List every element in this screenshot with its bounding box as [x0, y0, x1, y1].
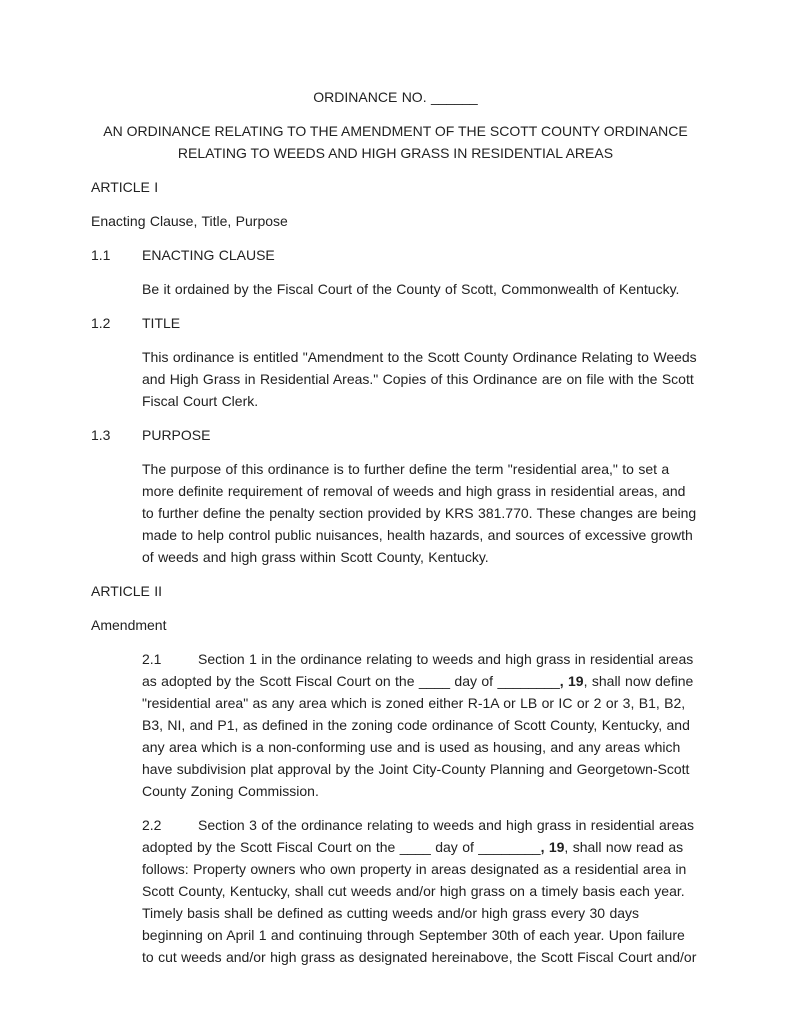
section-1-1-body: Be it ordained by the Fiscal Court of the County of Scott, Commonwealth of Kentucky. [142, 281, 680, 297]
section-2-2-paragraph [142, 814, 700, 968]
section-2-1-text-run-3: , shall now define "residential area" as any area which is zoned either R-1A or LB or IC or 2 or 3, B1, B2, B3, NI, and P1, as defined in the zoning code ordinance of Scott County, Kentucky, and any area which is a non-conforming use and is used as housing, and any areas which have subdivision plat approval by the Joint City-County Planning and Georgetown-Scott County Zoning Commission. [142, 673, 694, 799]
section-1-2-heading [91, 312, 700, 334]
document-title-line-1: AN ORDINANCE RELATING TO THE AMENDMENT OF THE SCOTT COUNTY ORDINANCE [103, 123, 688, 139]
article-1-heading: ARTICLE I [91, 179, 159, 195]
article-2-heading: ARTICLE II [91, 583, 163, 599]
article-1-subheading: Enacting Clause, Title, Purpose [91, 213, 288, 229]
document-title [91, 120, 700, 164]
section-1-1-heading [91, 244, 700, 266]
section-1-1-number: 1.1 [91, 247, 111, 263]
section-2-2-text-run-3: , shall now read as follows: Property owners who own property in areas designated as a residential area in Scott County, Kentucky, shall cut weeds and/or high grass on a timely basis each year. Timely basis shall be defined as cutting weeds and/or high grass every 30 days beginning on April 1 and continuing through September 30th of each year. Upon failure to cut weeds and/or high grass as designated hereinabove, the Scott Fiscal Court and/or [142, 839, 697, 965]
section-1-1-title: ENACTING CLAUSE [142, 247, 275, 263]
section-1-3-body: The purpose of this ordinance is to further define the term "residential area," to set a more definite requirement of removal of weeds and high grass in residential areas, and to further define the penalty section provided by KRS 381.770. These changes are being made to help control public nuisances, health hazards, and sources of excessive growth of weeds and high grass within Scott County, Kentucky. [142, 461, 697, 565]
section-2-1-text-run-2-bold: , 19 [559, 673, 584, 689]
section-2-1-text-run-1: Section 1 in the ordinance relating to weeds and high grass in residential areas as adopted by the Scott Fiscal Court on the ____ day of ________ [142, 651, 694, 689]
section-1-3-heading [91, 424, 700, 446]
section-2-1-paragraph [142, 648, 700, 802]
document-title-line-2: RELATING TO WEEDS AND HIGH GRASS IN RESIDENTIAL AREAS [177, 145, 614, 161]
section-2-2-text-run-1: Section 3 of the ordinance relating to weeds and high grass in residential areas adopted by the Scott Fiscal Court on the ____ day of ________ [142, 817, 695, 855]
section-1-2-title: TITLE [142, 315, 181, 331]
section-1-2-body: This ordinance is entitled "Amendment to the Scott County Ordinance Relating to Weeds and High Grass in Residential Areas." Copies of this Ordinance are on file with the Scott Fiscal Court Clerk. [142, 349, 697, 409]
section-2-2-number: 2.2 [142, 817, 162, 833]
section-1-3-title: PURPOSE [142, 427, 211, 443]
section-2-2-text-run-2-bold: , 19 [540, 839, 565, 855]
ordinance-number-line: ORDINANCE NO. ______ [313, 89, 478, 105]
section-2-1-number: 2.1 [142, 651, 162, 667]
section-1-3-number: 1.3 [91, 427, 111, 443]
article-2-subheading: Amendment [91, 617, 167, 633]
section-1-2-number: 1.2 [91, 315, 111, 331]
